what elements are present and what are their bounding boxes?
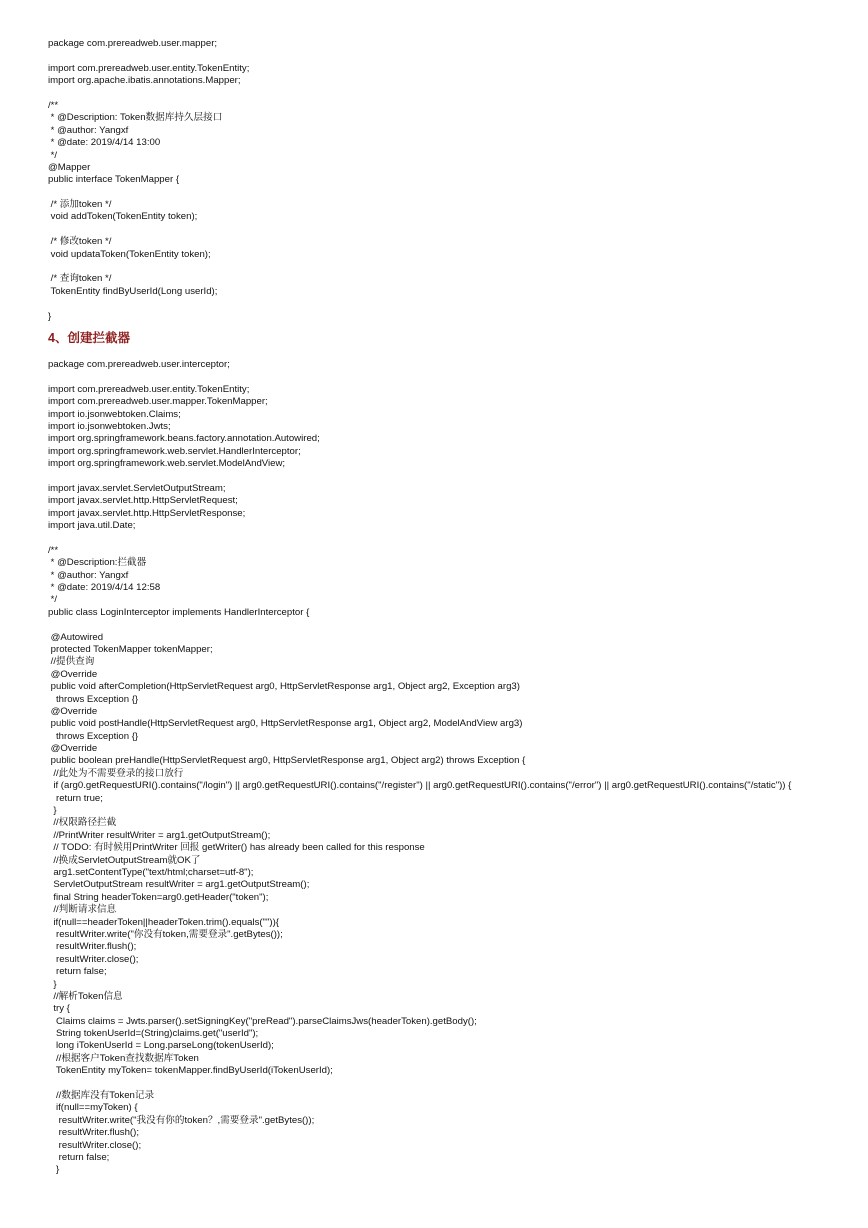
code-line: import io.jsonwebtoken.Jwts;	[48, 420, 171, 432]
code-line: * @author: Yangxf	[48, 124, 129, 136]
code-line	[48, 50, 860, 62]
code-line: resultWriter.flush();	[48, 941, 137, 953]
code-line	[48, 298, 860, 310]
code-line: //换成ServletOutputStream就OK了	[48, 854, 201, 866]
code-line: public void postHandle(HttpServletRequest arg0, HttpServletResponse arg1, Object arg2, ModelAndView arg3)	[48, 718, 523, 730]
code-line: import io.jsonwebtoken.Claims;	[48, 408, 181, 420]
code-line: return true;	[48, 792, 103, 804]
code-block-login-interceptor	[48, 359, 860, 1177]
code-line: throws Exception {}	[48, 730, 139, 742]
code-line: public void afterCompletion(HttpServletRequest arg0, HttpServletResponse arg1, Object arg2, Exception arg3)	[48, 681, 520, 693]
code-line: TokenEntity myToken= tokenMapper.findByUserId(iTokenUserId);	[48, 1065, 333, 1077]
code-line: arg1.setContentType("text/html;charset=utf-8");	[48, 867, 254, 878]
code-line: //权限路径拦截	[48, 817, 117, 829]
code-line: //提供查询	[48, 656, 95, 668]
code-line: @Autowired	[48, 631, 104, 643]
code-line: import org.apache.ibatis.annotations.Mapper;	[48, 75, 241, 87]
code-line: return false;	[48, 1151, 110, 1163]
code-line: import javax.servlet.http.HttpServletResponse;	[48, 507, 246, 519]
code-line: public class LoginInterceptor implements HandlerInterceptor {	[48, 606, 310, 618]
code-line: protected TokenMapper tokenMapper;	[48, 643, 213, 655]
code-line: ServletOutputStream resultWriter = arg1.getOutputStream();	[48, 879, 310, 891]
code-line: if(null==myToken) {	[48, 1102, 138, 1114]
code-line: import java.util.Date;	[48, 520, 136, 532]
document-page	[48, 38, 860, 1177]
code-line: resultWriter.write("我没有你的token？,需要登录".getBytes());	[48, 1114, 315, 1126]
code-line: TokenEntity findByUserId(Long userId);	[48, 285, 218, 297]
code-line: * @author: Yangxf	[48, 569, 129, 581]
code-line: if (arg0.getRequestURI().contains("/login") || arg0.getRequestURI().contains("/register") || arg0.getRequestURI().contains("/error") || arg0.getRequestURI().contains("/static")) {	[48, 780, 792, 792]
code-line: }	[48, 978, 57, 990]
code-line: throws Exception {}	[48, 693, 139, 705]
code-line: import org.springframework.beans.factory.annotation.Autowired;	[48, 433, 320, 445]
code-line: String tokenUserId=(String)claims.get("userId");	[48, 1028, 259, 1040]
code-line: //PrintWriter resultWriter = arg1.getOutputStream();	[48, 829, 271, 841]
code-line: import com.prereadweb.user.mapper.TokenMapper;	[48, 396, 268, 408]
code-line: public interface TokenMapper {	[48, 174, 180, 186]
code-line: void updataToken(TokenEntity token);	[48, 248, 211, 260]
code-line: resultWriter.close();	[48, 953, 139, 965]
code-line: import org.springframework.web.servlet.HandlerInterceptor;	[48, 445, 301, 457]
code-line	[48, 471, 860, 483]
code-line: return false;	[48, 966, 107, 978]
code-line: @Override	[48, 743, 98, 755]
code-line: public boolean preHandle(HttpServletRequest arg0, HttpServletResponse arg1, Object arg2) throws Exception {	[48, 755, 526, 767]
code-block-token-mapper	[48, 38, 860, 323]
code-line: @Override	[48, 705, 98, 717]
code-line: * @date: 2019/4/14 12:58	[48, 582, 161, 594]
code-line: @Override	[48, 668, 98, 680]
code-line: // TODO: 有时候用PrintWriter 回报 getWriter() has already been called for this response	[48, 842, 425, 854]
code-line	[48, 224, 860, 236]
code-line: */	[48, 149, 58, 161]
code-line: * @Description:拦截器	[48, 557, 147, 569]
code-line: if(null==headerToken||headerToken.trim().equals("")){	[48, 916, 279, 928]
code-line: /**	[48, 544, 59, 556]
code-line: * @date: 2019/4/14 13:00	[48, 137, 161, 149]
code-line	[48, 532, 860, 544]
code-line: import javax.servlet.ServletOutputStream;	[48, 482, 226, 494]
code-line	[48, 371, 860, 383]
code-line: final String headerToken=arg0.getHeader("token");	[48, 891, 269, 903]
code-line: import com.prereadweb.user.entity.TokenEntity;	[48, 383, 250, 395]
code-line	[48, 619, 860, 631]
code-line: import com.prereadweb.user.entity.TokenEntity;	[48, 62, 250, 74]
code-line: /* 添加token */	[48, 199, 112, 211]
code-line: //数据库没有Token记录	[48, 1090, 155, 1102]
code-line: void addToken(TokenEntity token);	[48, 211, 198, 223]
code-line: long iTokenUserId = Long.parseLong(tokenUserId);	[48, 1040, 274, 1052]
code-line: * @Description: Token数据库持久层接口	[48, 112, 223, 124]
code-line: resultWriter.write("你没有token,需要登录".getBytes());	[48, 928, 283, 940]
code-line: //此处为不需要登录的接口放行	[48, 767, 184, 779]
code-line: */	[48, 594, 58, 606]
code-line: /* 查询token */	[48, 273, 112, 285]
section-heading: 4、创建拦截器	[48, 330, 130, 345]
code-line: }	[48, 1164, 60, 1176]
code-line: /**	[48, 99, 59, 111]
code-line	[48, 187, 860, 199]
code-line	[48, 1078, 860, 1090]
code-line: Claims claims = Jwts.parser().setSigningKey("preRead").parseClaimsJws(headerToken).getBody();	[48, 1015, 477, 1027]
code-line: }	[48, 805, 57, 817]
code-line: //判断请求信息	[48, 904, 117, 916]
code-line: resultWriter.close();	[48, 1139, 142, 1151]
code-line: /* 修改token */	[48, 236, 112, 248]
code-line: package com.prereadweb.user.mapper;	[48, 38, 218, 49]
code-line: //解析Token信息	[48, 990, 123, 1002]
code-line: import javax.servlet.http.HttpServletRequest;	[48, 495, 238, 507]
code-line: resultWriter.flush();	[48, 1127, 139, 1139]
code-line: }	[48, 310, 52, 322]
code-line	[48, 88, 860, 100]
code-line: import org.springframework.web.servlet.ModelAndView;	[48, 458, 286, 470]
code-line: try {	[48, 1003, 70, 1015]
code-line: //根据客户Token查找数据库Token	[48, 1052, 199, 1064]
code-line	[48, 261, 860, 273]
code-line: package com.prereadweb.user.interceptor;	[48, 358, 230, 370]
code-line: @Mapper	[48, 161, 91, 173]
